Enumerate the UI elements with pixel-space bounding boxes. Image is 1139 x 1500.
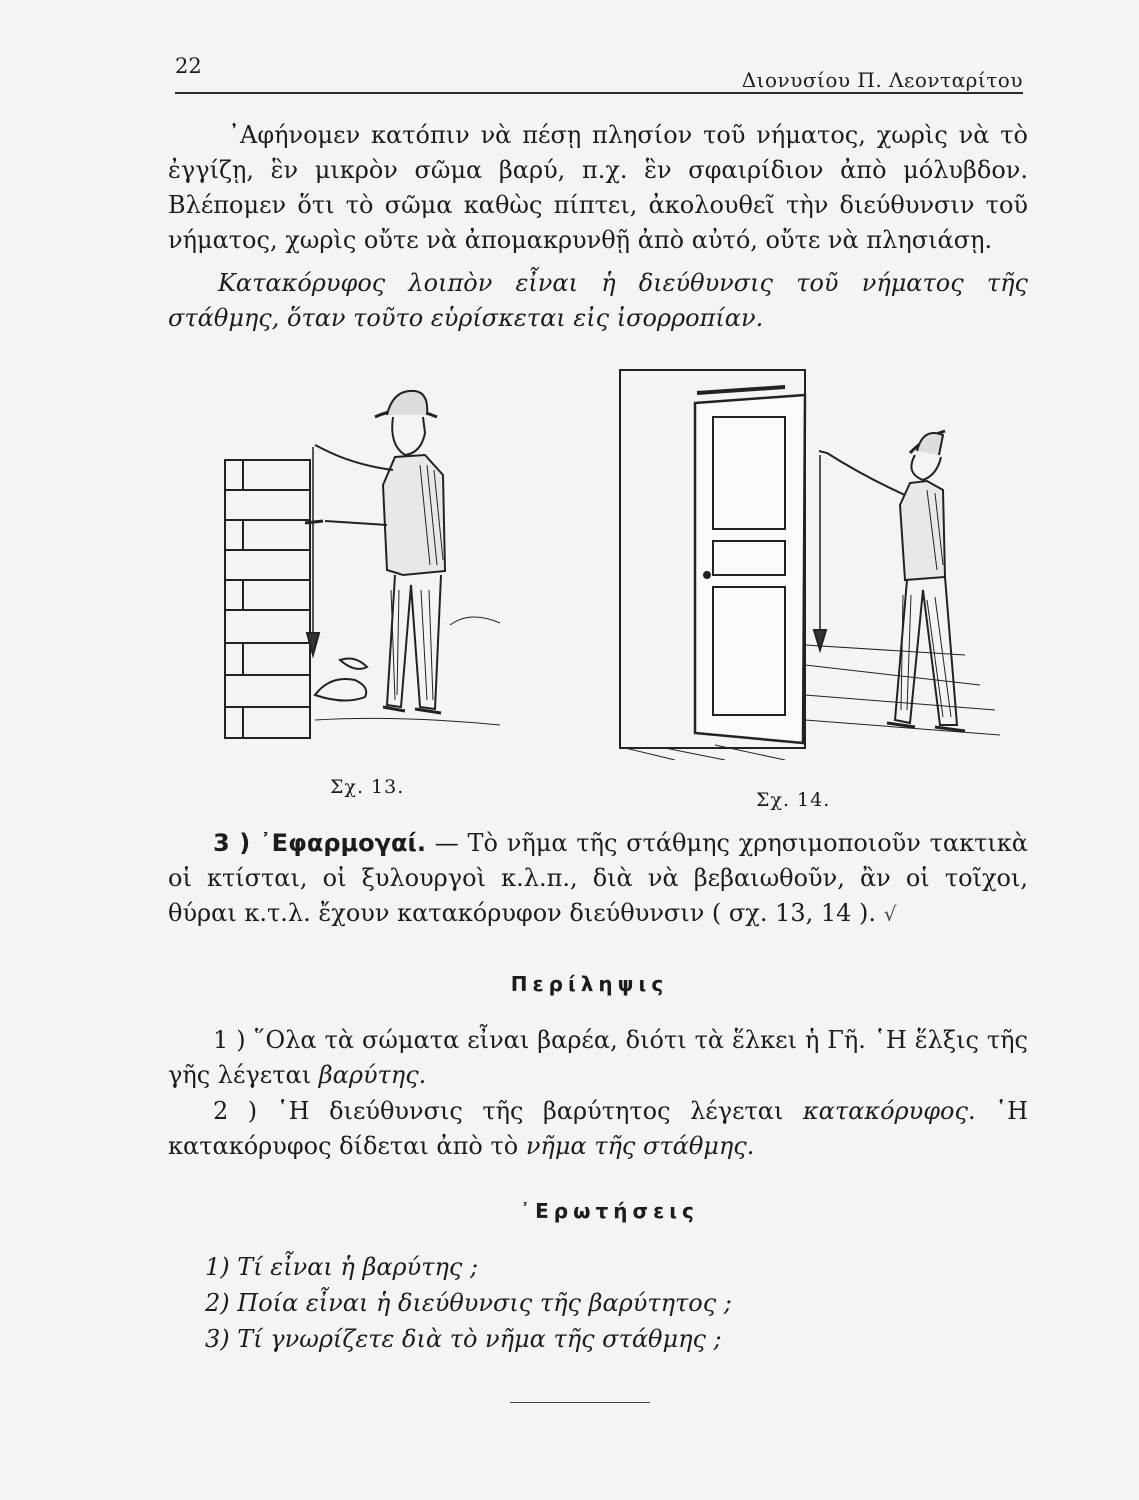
- door-leaf: [695, 395, 805, 743]
- figure-13-mason-illustration: [215, 375, 505, 750]
- summary-item-1-term: βαρύτης.: [318, 1061, 427, 1089]
- brick-wall: [225, 460, 310, 738]
- summary-item-1-text: 1 ) ῞Ολα τὰ σώματα εἶναι βαρέα, διότι τὰ ἕλκει ἡ Γῆ. ῾Η ἕλξις τῆς γῆς λέγεται: [168, 1026, 1028, 1089]
- running-head: Διονυσίου Π. Λεονταρίτου: [741, 68, 1023, 92]
- question-item: 2) Ποία εἶναι ἡ διεύθυνσις τῆς βαρύτητος ;: [205, 1289, 732, 1317]
- question-item: 3) Τί γνωρίζετε διὰ τὸ νῆμα τῆς στάθμης ;: [205, 1325, 722, 1353]
- plumb-bob: [814, 630, 826, 650]
- applications-text: — Τὸ νῆμα τῆς στάθμης χρησιμοποιοῦν τακτικὰ οἱ κτίσται, οἱ ξυλουργοὶ κ.λ.π., διὰ νὰ βεβαιωθοῦν, ἂν οἱ τοῖχοι, θύραι κ.τ.λ. ἔχουν κατακόρυφον διεύθυνσιν ( σχ. 13, 14 ).: [168, 829, 1028, 927]
- summary-item-2: [168, 1094, 1028, 1164]
- summary-item-2-text2: . ῾Η κατακόρυφος δίδεται ἀπὸ τὸ: [168, 1097, 1029, 1160]
- check-mark-annotation: √: [883, 902, 897, 926]
- question-item: 1) Τί εἶναι ἡ βαρύτης ;: [205, 1253, 479, 1281]
- summary-item-2-term: κατακόρυφος: [802, 1097, 968, 1125]
- figure-14-caption: Σχ. 14.: [756, 789, 831, 811]
- figure-14-carpenter-illustration: [605, 365, 1010, 760]
- page-number: 22: [175, 54, 202, 78]
- end-rule: [510, 1402, 650, 1403]
- applications-lead: 3 ) ᾿Εφαρμογαί.: [213, 829, 426, 857]
- header-rule: [175, 92, 1023, 94]
- summary-item-1: [168, 1023, 1028, 1093]
- questions-heading: ᾿Ερωτήσεις: [520, 1199, 699, 1223]
- summary-item-2-text: 2 ) ῾Η διεύθυνσις τῆς βαρύτητος λέγεται: [213, 1097, 803, 1125]
- figure-13-caption: Σχ. 13.: [330, 776, 405, 798]
- paragraph-applications: [168, 826, 1028, 932]
- summary-heading: Περίληψις: [510, 972, 669, 996]
- paragraph-experiment: ᾿Αφήνομεν κατόπιν νὰ πέσῃ πλησίον τοῦ νήματος, χωρὶς νὰ τὸ ἐγγίζῃ, ἓν μικρὸν σῶμα βαρύ, π.χ. ἓν σφαιρίδιον ἀπὸ μόλυβδον. Βλέπομεν ὅτι τὸ σῶμα καθὼς πίπτει, ἀκολουθεῖ τὴν διεύθυνσιν τοῦ νήματος, χωρὶς οὔτε νὰ ἀπομακρυνθῇ ἀπὸ αὐτό, οὔτε νὰ πλησιάσῃ.: [168, 121, 1028, 254]
- definition-vertical: Κατακόρυφος λοιπὸν εἶναι ἡ διεύθυνσις τοῦ νήματος τῆς στάθμης, ὅταν τοῦτο εὑρίσκεται εἰς ἰσορροπίαν.: [168, 269, 1028, 332]
- page-header: [175, 50, 1023, 90]
- summary-item-2-term2: νῆμα τῆς στάθμης.: [525, 1132, 755, 1160]
